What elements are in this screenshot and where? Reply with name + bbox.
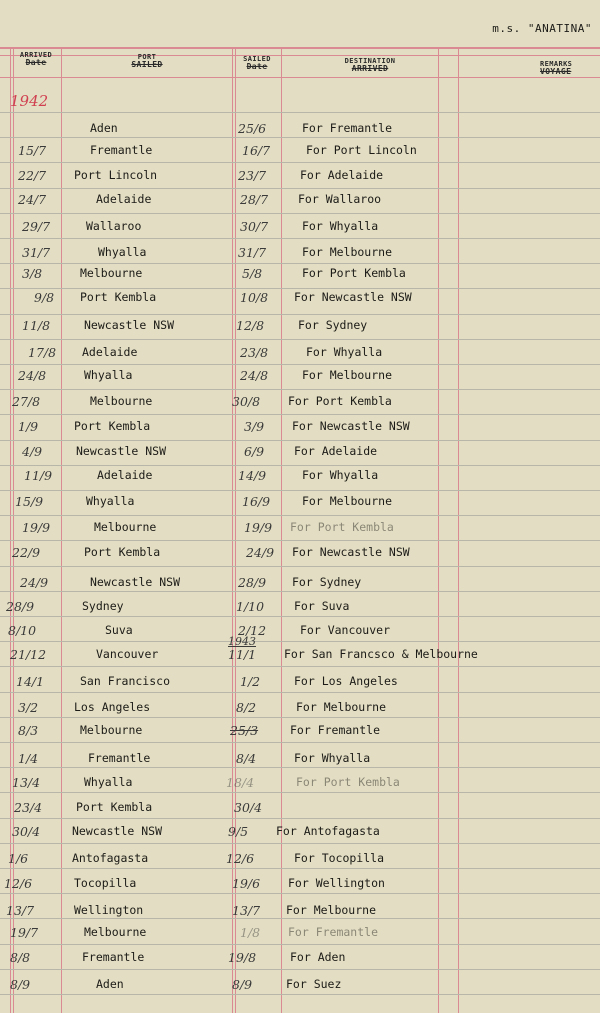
arrived-date-cell: 1/6 <box>8 851 29 866</box>
destination-cell: For Adelaide <box>300 168 384 182</box>
destination-cell: For Sydney <box>292 575 362 589</box>
sailed-date-cell: 12/6 <box>226 851 255 866</box>
inline-year-note: 1943 <box>228 635 256 648</box>
sailed-date-cell: 13/7 <box>232 903 261 918</box>
arrived-date-cell: 19/7 <box>10 925 39 940</box>
ruled-line <box>0 440 600 441</box>
port-cell: San Francisco <box>80 674 171 688</box>
sailed-date-cell: 10/8 <box>240 290 269 305</box>
port-cell: Wallaroo <box>86 219 142 233</box>
port-cell: Port Lincoln <box>74 168 158 182</box>
ruled-line <box>0 591 600 592</box>
header-arrived: ARRIVED Date <box>19 51 53 67</box>
ruled-line <box>0 515 600 516</box>
arrived-date-cell: 15/9 <box>15 494 44 509</box>
header-sailed: SAILED Date <box>243 55 271 71</box>
arrived-date-cell: 24/9 <box>20 575 49 590</box>
sailed-date-cell: 5/8 <box>242 266 263 281</box>
ruled-line <box>0 490 600 491</box>
header-rule-top <box>0 47 600 49</box>
port-cell: Whyalla <box>98 245 147 259</box>
destination-cell: For Melbourne <box>302 245 393 259</box>
sailed-date-cell: 23/7 <box>238 168 267 183</box>
destination-cell: For Newcastle NSW <box>292 545 410 559</box>
destination-cell: For Whyalla <box>302 468 379 482</box>
vessel-name: m.s. "ANATINA" <box>492 22 592 35</box>
port-cell: Tocopilla <box>74 876 137 890</box>
port-cell: Newcastle NSW <box>90 575 181 589</box>
ruled-line <box>0 465 600 466</box>
port-cell: Wellington <box>74 903 144 917</box>
ruled-line <box>0 339 600 340</box>
arrived-date-cell: 9/8 <box>34 290 55 305</box>
port-cell: Los Angeles <box>74 700 151 714</box>
destination-cell: For Adelaide <box>294 444 378 458</box>
destination-cell: For Wallaroo <box>298 192 382 206</box>
port-cell: Whyalla <box>86 494 135 508</box>
port-cell: Melbourne <box>84 925 147 939</box>
destination-cell: For Port Kembla <box>302 266 406 280</box>
destination-cell: For Fremantle <box>288 925 379 939</box>
sailed-date-cell: 16/9 <box>242 494 271 509</box>
sailed-date-cell: 31/7 <box>238 245 267 260</box>
ruled-line <box>0 238 600 239</box>
ruled-line <box>0 969 600 970</box>
port-cell: Aden <box>90 121 118 135</box>
port-cell: Newcastle NSW <box>72 824 163 838</box>
port-cell: Melbourne <box>80 723 143 737</box>
arrived-date-cell: 22/9 <box>12 545 41 560</box>
sailed-date-cell: 1/2 <box>240 674 261 689</box>
port-cell: Newcastle NSW <box>84 318 175 332</box>
arrived-date-cell: 8/9 <box>10 977 31 992</box>
arrived-date-cell: 1/4 <box>18 751 39 766</box>
sailed-date-cell: 1/8 <box>240 925 261 940</box>
ruled-line <box>0 364 600 365</box>
port-cell: Melbourne <box>90 394 153 408</box>
sailed-date-cell: 30/7 <box>240 219 269 234</box>
destination-cell: For Suva <box>294 599 350 613</box>
port-cell: Antofagasta <box>72 851 149 865</box>
port-cell: Vancouver <box>96 647 159 661</box>
ruled-line <box>0 616 600 617</box>
sailed-date-cell: 6/9 <box>244 444 265 459</box>
sailed-date-cell: 30/8 <box>232 394 261 409</box>
ruled-line <box>0 918 600 919</box>
arrived-date-cell: 12/6 <box>4 876 33 891</box>
arrived-date-cell: 1/9 <box>18 419 39 434</box>
arrived-date-cell: 30/4 <box>12 824 41 839</box>
destination-cell: For Whyalla <box>302 219 379 233</box>
port-cell: Whyalla <box>84 775 133 789</box>
sailed-date-cell: 11/1 <box>228 647 257 662</box>
port-cell: Adelaide <box>97 468 153 482</box>
ruled-line <box>0 868 600 869</box>
destination-cell: For Port Kembla <box>290 520 394 534</box>
destination-cell: For San Francsco & Melbourne <box>284 647 478 661</box>
ruled-line <box>0 742 600 743</box>
sailed-date-cell: 18/4 <box>226 775 255 790</box>
destination-cell: For Whyalla <box>294 751 371 765</box>
arrived-date-cell: 4/9 <box>22 444 43 459</box>
arrived-date-cell: 13/4 <box>12 775 41 790</box>
sailed-date-cell: 19/6 <box>232 876 261 891</box>
ruled-line <box>0 540 600 541</box>
port-cell: Port Kembla <box>76 800 153 814</box>
sailed-date-cell: 25/6 <box>238 121 267 136</box>
port-cell: Adelaide <box>82 345 138 359</box>
destination-cell: For Tocopilla <box>294 851 385 865</box>
port-cell: Newcastle NSW <box>76 444 167 458</box>
destination-cell: For Newcastle NSW <box>292 419 410 433</box>
sailed-date-cell: 24/9 <box>246 545 275 560</box>
destination-cell: For Melbourne <box>302 494 393 508</box>
destination-cell: For Aden <box>290 950 346 964</box>
ruled-line <box>0 263 600 264</box>
arrived-date-cell: 11/9 <box>24 468 53 483</box>
ruled-line <box>0 843 600 844</box>
ruled-line <box>0 893 600 894</box>
ruled-line <box>0 137 600 138</box>
arrived-date-cell: 21/12 <box>10 647 47 662</box>
arrived-date-cell: 11/8 <box>22 318 51 333</box>
arrived-date-cell: 22/7 <box>18 168 47 183</box>
destination-cell: For Melbourne <box>296 700 387 714</box>
arrived-date-cell: 24/8 <box>18 368 47 383</box>
arrived-date-cell: 29/7 <box>22 219 51 234</box>
sailed-date-cell: 2/12 <box>238 623 267 638</box>
destination-cell: For Suez <box>286 977 342 991</box>
ruled-line <box>0 314 600 315</box>
sailed-date-cell: 23/8 <box>240 345 269 360</box>
header-port: PORT SAILED <box>131 53 163 69</box>
ruled-line <box>0 112 600 113</box>
ruled-line <box>0 692 600 693</box>
sailed-date-cell: 8/2 <box>236 700 257 715</box>
ruled-line <box>0 566 600 567</box>
sailed-date-cell: 8/4 <box>236 751 257 766</box>
destination-cell: For Port Lincoln <box>306 143 417 157</box>
sailed-date-cell: 28/9 <box>238 575 267 590</box>
ruled-line <box>0 162 600 163</box>
header-destination: DESTINATION ARRIVED <box>344 57 396 73</box>
sailed-date-cell: 19/9 <box>244 520 273 535</box>
arrived-date-cell: 3/2 <box>18 700 39 715</box>
arrived-date-cell: 23/4 <box>14 800 43 815</box>
ruled-line <box>0 767 600 768</box>
port-cell: Port Kembla <box>84 545 161 559</box>
port-cell: Fremantle <box>82 950 145 964</box>
destination-cell: For Sydney <box>298 318 368 332</box>
destination-cell: For Antofagasta <box>276 824 380 838</box>
ruled-line <box>0 414 600 415</box>
sailed-date-cell: 12/8 <box>236 318 265 333</box>
port-cell: Port Kembla <box>80 290 157 304</box>
ruled-line <box>0 818 600 819</box>
arrived-date-cell: 24/7 <box>18 192 47 207</box>
ruled-line <box>0 213 600 214</box>
ruled-line <box>0 944 600 945</box>
ruled-line <box>0 389 600 390</box>
arrived-date-cell: 8/3 <box>18 723 39 738</box>
port-cell: Melbourne <box>80 266 143 280</box>
port-cell: Aden <box>96 977 124 991</box>
arrived-date-cell: 8/8 <box>10 950 31 965</box>
sailed-date-cell: 14/9 <box>238 468 267 483</box>
arrived-date-cell: 8/10 <box>8 623 37 638</box>
destination-cell: For Port Kembla <box>288 394 392 408</box>
port-cell: Fremantle <box>88 751 151 765</box>
arrived-date-cell: 27/8 <box>12 394 41 409</box>
sailed-date-cell: 16/7 <box>242 143 271 158</box>
destination-cell: For Melbourne <box>302 368 393 382</box>
sailed-date-cell: 28/7 <box>240 192 269 207</box>
sailed-date-cell: 19/8 <box>228 950 257 965</box>
arrived-date-cell: 17/8 <box>28 345 57 360</box>
destination-cell: For Los Angeles <box>294 674 398 688</box>
header-rule-bottom <box>0 77 600 78</box>
sailed-date-cell: 1/10 <box>236 599 265 614</box>
port-cell: Port Kembla <box>74 419 151 433</box>
destination-cell: For Fremantle <box>302 121 393 135</box>
port-cell: Fremantle <box>90 143 153 157</box>
port-cell: Adelaide <box>96 192 152 206</box>
sailed-date-cell: 8/9 <box>232 977 253 992</box>
destination-cell: For Wellington <box>288 876 385 890</box>
destination-cell: For Fremantle <box>290 723 381 737</box>
ruled-line <box>0 288 600 289</box>
destination-cell: For Whyalla <box>306 345 383 359</box>
arrived-date-cell: 19/9 <box>22 520 51 535</box>
sailed-date-cell: 9/5 <box>228 824 249 839</box>
ruled-line <box>0 666 600 667</box>
ruled-line <box>0 188 600 189</box>
sailed-date-cell: 30/4 <box>234 800 263 815</box>
ruled-line <box>0 792 600 793</box>
header-remarks: REMARKS VOYAGE <box>540 60 573 76</box>
ruled-line <box>0 994 600 995</box>
ruled-line <box>0 717 600 718</box>
port-cell: Sydney <box>82 599 124 613</box>
port-cell: Suva <box>105 623 133 637</box>
year-note: 1942 <box>10 92 49 110</box>
arrived-date-cell: 31/7 <box>22 245 51 260</box>
port-cell: Melbourne <box>94 520 157 534</box>
sailed-date-cell: 24/8 <box>240 368 269 383</box>
arrived-date-cell: 14/1 <box>16 674 45 689</box>
arrived-date-cell: 3/8 <box>22 266 43 281</box>
arrived-date-cell: 15/7 <box>18 143 47 158</box>
sailed-date-cell: 3/9 <box>244 419 265 434</box>
destination-cell: For Melbourne <box>286 903 377 917</box>
ruled-line <box>0 641 600 642</box>
arrived-date-cell: 28/9 <box>6 599 35 614</box>
destination-cell: For Newcastle NSW <box>294 290 412 304</box>
port-cell: Whyalla <box>84 368 133 382</box>
sailed-date-cell: 25/3 <box>230 723 259 738</box>
destination-cell: For Port Kembla <box>296 775 400 789</box>
arrived-date-cell: 13/7 <box>6 903 35 918</box>
destination-cell: For Vancouver <box>300 623 391 637</box>
